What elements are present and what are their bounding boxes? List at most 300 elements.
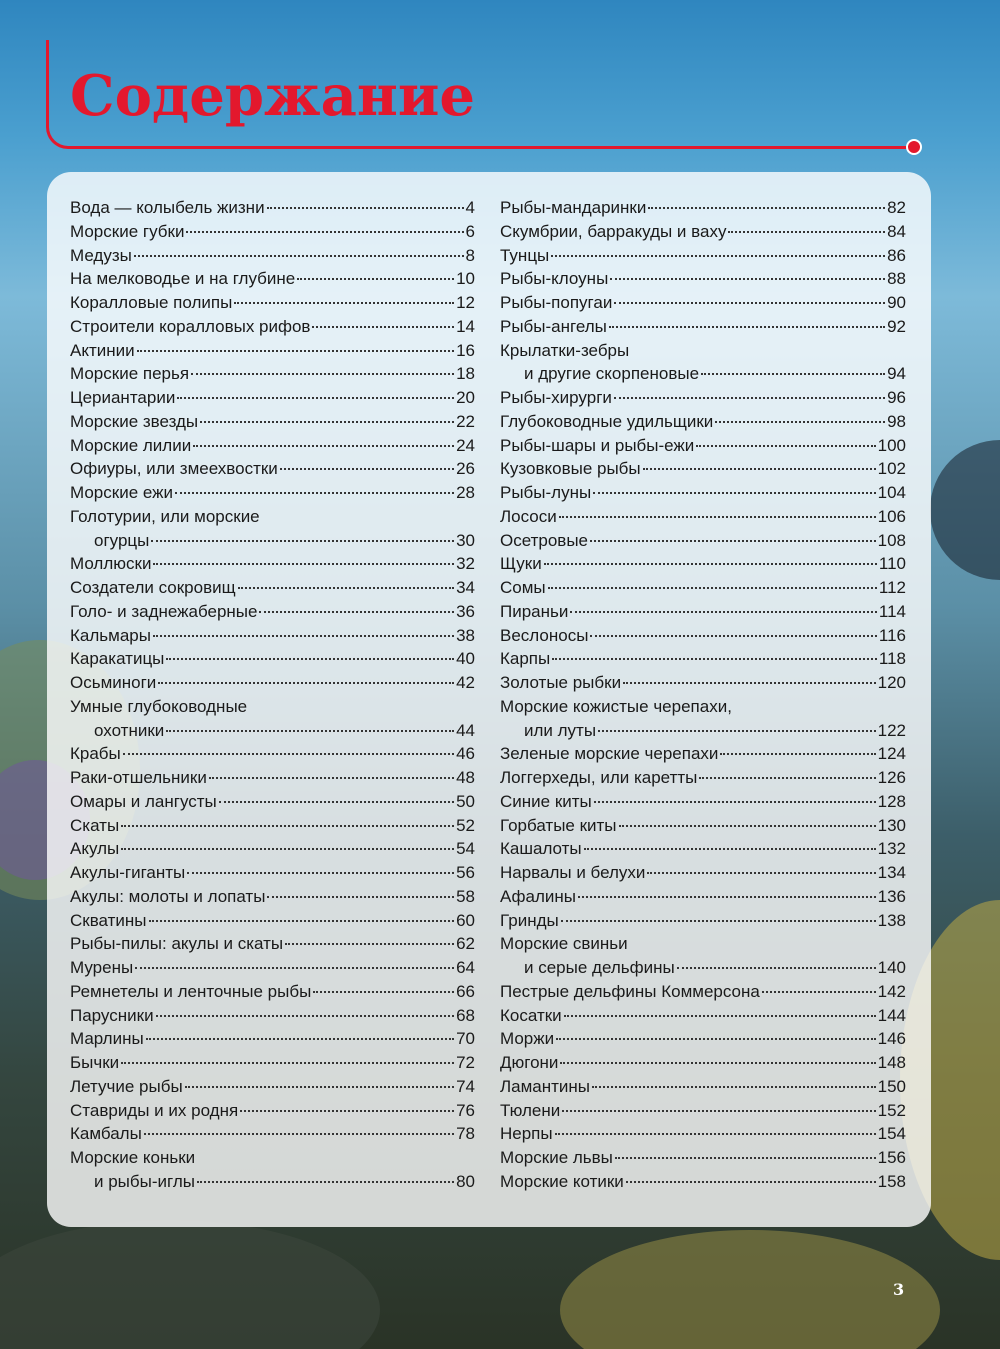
toc-entry-title: Умные глубоководные [70,696,248,716]
toc-leader-dots [544,561,877,565]
toc-leader-dots [158,680,454,684]
toc-entry [70,552,475,576]
toc-leader-dots [209,775,454,779]
toc-entry-page: 60 [456,910,475,930]
toc-entry-page: 78 [456,1124,475,1144]
toc-entry-page: 138 [877,910,906,930]
toc-leader-dots [584,846,876,850]
toc-entry-title: Акулы [70,839,120,859]
rock-bottom-left [0,1220,380,1349]
toc-entry [70,315,475,339]
toc-entry [70,932,475,956]
toc-entry-page: 30 [456,530,475,550]
toc-entry [500,1027,906,1051]
toc-entry [500,766,906,790]
toc-entry [70,196,475,220]
toc-entry-page: 64 [456,958,475,977]
toc-entry-page: 140 [877,958,906,977]
toc-leader-dots [570,609,877,613]
toc-entry-page: 144 [877,1005,906,1025]
toc-entry-page: 122 [877,720,906,740]
toc-entry-title: Актинии [70,340,135,360]
toc-entry-page: 70 [456,1029,475,1049]
toc-entry [500,909,906,933]
toc-entry-page: 134 [877,863,906,882]
toc-entry-title: Морские котики [500,1171,624,1191]
toc-entry-page: 66 [456,981,475,1001]
toc-entry-title: Глубоководные удильщики [500,411,714,431]
toc-entry-title: Сомы [500,578,546,597]
toc-entry-page: 120 [877,673,906,692]
toc-entry [70,291,475,315]
toc-entry-page: 52 [456,815,475,835]
toc-entry-title: Крылатки-зебры [500,340,630,360]
toc-entry-page: 4 [465,198,475,217]
toc-leader-dots [240,1108,454,1112]
toc-entry-page: 142 [877,981,906,1001]
toc-entry [500,695,906,719]
toc-entry-title: Офиуры, или змеехвостки [70,459,278,479]
toc-entry [70,457,475,481]
toc-entry-title: огурцы [94,530,150,550]
toc-entry [70,980,475,1004]
toc-entry-title: Морские свиньи [500,934,628,954]
toc-entry [500,267,906,291]
toc-leader-dots [555,1131,876,1135]
toc-entry [500,576,906,600]
toc-entry-title: Голотурии, или морские [70,506,260,526]
toc-entry [500,315,906,339]
toc-right-column [500,196,906,1194]
toc-leader-dots [177,395,454,399]
toc-entry [70,1075,475,1099]
toc-entry-title: Моржи [500,1029,555,1049]
toc-leader-dots [590,538,876,542]
toc-leader-dots [313,989,454,993]
toc-entry-title: Кузовковые рыбы [500,459,641,479]
toc-leader-dots [614,300,885,304]
toc-entry [500,814,906,838]
toc-entry [500,1146,906,1170]
toc-leader-dots [121,846,454,850]
toc-entry-title: Морские губки [70,221,185,241]
toc-entry [500,529,906,553]
toc-leader-dots [715,419,885,423]
toc-entry-title: и рыбы-иглы [94,1171,195,1191]
toc-entry [70,339,475,363]
toc-entry-title: Кашалоты [500,839,582,859]
toc-entry-page: 58 [456,886,475,906]
toc-entry-page: 62 [456,934,475,954]
toc-leader-dots [137,348,454,352]
toc-leader-dots [560,1060,875,1064]
toc-entry [500,244,906,268]
toc-entry [500,552,906,576]
toc-entry [70,505,475,529]
toc-entry [500,1170,906,1194]
toc-entry-title: Морские перья [70,364,190,384]
toc-entry-page: 88 [887,269,906,289]
toc-entry-title: Морские звезды [70,411,199,431]
toc-entry-page: 84 [887,221,906,241]
toc-entry-page: 96 [887,388,906,407]
toc-entry-page: 136 [877,886,906,906]
toc-entry-page: 10 [456,269,475,289]
toc-entry-page: 148 [877,1053,906,1072]
toc-entry-title: Дюгони [500,1053,559,1072]
toc-entry-title: или луты [524,720,597,740]
toc-entry [500,1099,906,1123]
toc-entry-title: Морские лилии [70,435,192,455]
toc-entry [70,742,475,766]
toc-leader-dots [267,205,464,209]
toc-entry [500,1004,906,1028]
toc-entry [70,671,475,695]
toc-leader-dots [623,680,876,684]
toc-entry-page: 104 [877,483,906,502]
toc-entry [70,837,475,861]
toc-entry-title: Золотые рыбки [500,673,622,692]
page-title: Содержание [70,63,476,129]
toc-entry-page: 90 [887,293,906,312]
toc-entry-title: Цериантарии [70,388,176,407]
toc-entry-title: Осьминоги [70,673,157,692]
toc-entry-page: 82 [887,198,906,217]
toc-leader-dots [151,538,454,542]
toc-entry [70,719,475,743]
toc-entry-title: Крабы [70,744,121,764]
toc-leader-dots [135,965,454,969]
toc-leader-dots [614,395,885,399]
toc-entry-page: 24 [456,435,475,455]
toc-entry [70,1051,475,1075]
toc-entry-page: 40 [456,649,475,669]
toc-entry-page: 34 [456,578,475,597]
toc-leader-dots [619,823,876,827]
toc-leader-dots [593,490,875,494]
toc-entry-title: Синие киты [500,791,592,811]
toc-leader-dots [197,1179,454,1183]
toc-leader-dots [153,561,454,565]
toc-entry [70,220,475,244]
toc-leader-dots [615,1155,876,1159]
toc-entry [500,837,906,861]
toc-entry-title: Мурены [70,958,134,977]
toc-entry [500,1122,906,1146]
toc-entry-page: 32 [456,554,475,574]
toc-entry-page: 80 [456,1171,475,1191]
toc-entry-title: Создатели сокровищ [70,578,236,597]
toc-entry-title: Медузы [70,245,132,265]
toc-entry [70,410,475,434]
toc-entry [70,624,475,648]
toc-entry-title: Скумбрии, барракуды и ваху [500,221,727,241]
toc-entry [500,980,906,1004]
toc-entry [500,196,906,220]
toc-entry-title: Моллюски [70,554,152,574]
toc-entry-page: 76 [456,1100,475,1120]
toc-left-column [70,196,475,1194]
toc-entry-page: 54 [456,839,475,859]
toc-leader-dots [191,371,454,375]
toc-entry-title: Строители коралловых рифов [70,316,311,336]
toc-entry [70,1027,475,1051]
toc-leader-dots [564,1013,876,1017]
toc-entry-title: Омары и лангусты [70,791,217,811]
toc-entry-page: 94 [887,364,906,384]
toc-entry [70,1099,475,1123]
toc-leader-dots [121,1060,454,1064]
toc-leader-dots [312,324,454,328]
toc-entry-page: 100 [877,435,906,455]
toc-entry-page: 72 [456,1053,475,1072]
toc-leader-dots [297,276,454,280]
toc-entry [70,766,475,790]
toc-entry [70,244,475,268]
toc-entry [70,529,475,553]
toc-entry [70,695,475,719]
toc-entry-page: 36 [456,601,475,621]
toc-entry [500,600,906,624]
sea-urchin-right [930,440,1000,580]
toc-entry-page: 28 [456,483,475,502]
toc-entry [500,339,906,363]
toc-entry [500,220,906,244]
toc-entry [70,481,475,505]
toc-entry-page: 68 [456,1005,475,1025]
toc-entry [500,362,906,386]
toc-leader-dots [548,585,877,589]
toc-leader-dots [187,870,454,874]
toc-leader-dots [285,941,454,945]
toc-entry-page: 152 [877,1100,906,1120]
toc-entry [500,505,906,529]
toc-entry-title: Акулы-гиганты [70,863,186,882]
toc-entry-page: 118 [878,649,906,669]
toc-entry-page: 22 [456,411,475,431]
toc-entry-page: 46 [456,744,475,764]
toc-entry-page: 124 [877,744,906,764]
coral-bottom [560,1230,940,1349]
toc-entry-title: Тунцы [500,245,550,265]
toc-entry [70,956,475,980]
toc-entry-title: Скаты [70,815,120,835]
toc-entry [70,1170,475,1194]
toc-leader-dots [146,1036,454,1040]
toc-entry-title: Рыбы-шары и рыбы-ежи [500,435,695,455]
toc-entry [70,790,475,814]
toc-entry-page: 108 [877,530,906,550]
toc-entry-page: 146 [877,1029,906,1049]
toc-leader-dots [259,609,454,613]
toc-leader-dots [647,870,875,874]
toc-entry [70,885,475,909]
toc-entry [500,291,906,315]
toc-entry [500,624,906,648]
toc-entry-title: охотники [94,720,165,740]
toc-entry [70,267,475,291]
toc-leader-dots [238,585,454,589]
toc-entry [70,386,475,410]
toc-entry-page: 110 [878,554,906,574]
toc-entry-title: Рыбы-луны [500,483,592,502]
toc-leader-dots [200,419,454,423]
toc-entry-page: 38 [456,625,475,645]
toc-leader-dots [610,276,885,280]
toc-entry [70,1146,475,1170]
toc-entry-title: Рыбы-пилы: акулы и скаты [70,934,284,954]
toc-entry-title: Ставриды и их родня [70,1100,239,1120]
toc-entry-title: Рыбы-попугаи [500,293,613,312]
toc-entry-page: 156 [877,1148,906,1167]
toc-leader-dots [134,253,464,257]
toc-leader-dots [186,229,463,233]
toc-entry-title: Марлины [70,1029,144,1049]
toc-entry [70,434,475,458]
toc-entry-title: Тюлени [500,1100,561,1120]
toc-entry-page: 130 [877,815,906,835]
toc-leader-dots [728,229,885,233]
toc-entry [500,647,906,671]
toc-entry-title: Камбалы [70,1124,142,1144]
toc-entry [70,814,475,838]
toc-entry [500,481,906,505]
toc-entry-page: 92 [887,316,906,336]
toc-entry-title: Косатки [500,1005,562,1025]
toc-leader-dots [609,324,885,328]
toc-entry [70,1122,475,1146]
toc-entry-page: 112 [878,578,906,597]
toc-entry-title: Ламантины [500,1076,591,1096]
toc-entry-page: 20 [456,388,475,407]
toc-leader-dots [280,466,454,470]
toc-leader-dots [594,799,876,803]
toc-entry-page: 12 [456,293,475,312]
toc-entry-page: 86 [887,245,906,265]
toc-entry-title: Морские львы [500,1148,613,1167]
toc-entry-title: Осетровые [500,530,589,550]
toc-entry-page: 154 [877,1124,906,1144]
toc-entry-page: 50 [456,791,475,811]
title-frame-dot [906,139,922,155]
toc-leader-dots [561,918,876,922]
toc-leader-dots [219,799,454,803]
toc-entry-page: 18 [456,364,475,384]
toc-leader-dots [144,1131,454,1135]
toc-leader-dots [643,466,876,470]
toc-leader-dots [562,1108,875,1112]
toc-leader-dots [626,1179,876,1183]
toc-entry [500,1075,906,1099]
toc-leader-dots [648,205,885,209]
toc-entry-page: 14 [456,316,475,336]
toc-entry-title: Рыбы-клоуны [500,269,609,289]
toc-entry-page: 56 [456,863,475,882]
toc-entry-page: 26 [456,459,475,479]
toc-leader-dots [166,728,454,732]
toc-entry-title: Парусники [70,1005,154,1025]
toc-leader-dots [559,514,876,518]
toc-entry-title: Морские кожистые черепахи, [500,696,732,716]
toc-entry [70,576,475,600]
toc-leader-dots [193,443,454,447]
toc-leader-dots [121,823,454,827]
toc-entry-page: 106 [877,506,906,526]
toc-entry-page: 116 [878,625,906,645]
toc-entry [500,457,906,481]
toc-leader-dots [762,989,876,993]
toc-entry [500,410,906,434]
toc-entry-page: 16 [456,340,475,360]
toc-leader-dots [590,633,876,637]
toc-entry-page: 102 [877,459,906,479]
toc-entry-page: 128 [877,791,906,811]
toc-leader-dots [185,1084,454,1088]
toc-entry-title: Скватины [70,910,147,930]
toc-entry [500,386,906,410]
toc-entry-title: Кальмары [70,625,151,645]
toc-entry-page: 98 [887,411,906,431]
toc-entry-page: 6 [465,221,475,241]
toc-leader-dots [592,1084,876,1088]
toc-entry-title: На мелководье и на глубине [70,269,296,289]
toc-entry [70,600,475,624]
toc-entry-title: Рыбы-ангелы [500,316,607,336]
toc-leader-dots [552,656,877,660]
toc-entry-title: Пестрые дельфины Коммерсона [500,981,760,1001]
toc-entry-title: Нарвалы и белухи [500,863,646,882]
toc-entry-title: Нерпы [500,1124,553,1144]
toc-entry-title: Морские коньки [70,1148,196,1167]
toc-entry-title: Акулы: молоты и лопаты [70,886,266,906]
toc-leader-dots [156,1013,455,1017]
toc-entry-page: 150 [877,1076,906,1096]
toc-leader-dots [701,371,885,375]
toc-entry-title: Морские ежи [70,483,174,502]
toc-entry [500,1051,906,1075]
toc-entry [70,362,475,386]
toc-entry [500,956,906,980]
toc-entry-title: Горбатые киты [500,815,617,835]
toc-entry [70,909,475,933]
toc-entry-title: Вода — колыбель жизни [70,198,265,217]
toc-entry-title: и серые дельфины [524,958,675,977]
toc-leader-dots [234,300,454,304]
toc-leader-dots [123,751,454,755]
toc-entry-title: Веслоносы [500,625,589,645]
toc-entry [500,885,906,909]
toc-entry [500,742,906,766]
toc-leader-dots [677,965,876,969]
toc-entry [70,861,475,885]
toc-entry [70,647,475,671]
toc-entry [500,434,906,458]
toc-entry-page: 114 [878,601,906,621]
toc-entry-title: Логгерхеды, или каретты [500,768,698,787]
toc-entry-page: 132 [877,839,906,859]
toc-entry-page: 44 [456,720,475,740]
toc-leader-dots [598,728,876,732]
toc-entry [500,719,906,743]
toc-entry-title: и другие скорпеновые [524,364,700,384]
toc-entry-page: 42 [456,673,475,692]
toc-entry [500,861,906,885]
toc-leader-dots [149,918,455,922]
toc-entry-title: Бычки [70,1053,120,1072]
toc-entry [500,790,906,814]
toc-entry-title: Ремнетелы и ленточные рыбы [70,981,312,1001]
toc-entry-page: 48 [456,768,475,787]
